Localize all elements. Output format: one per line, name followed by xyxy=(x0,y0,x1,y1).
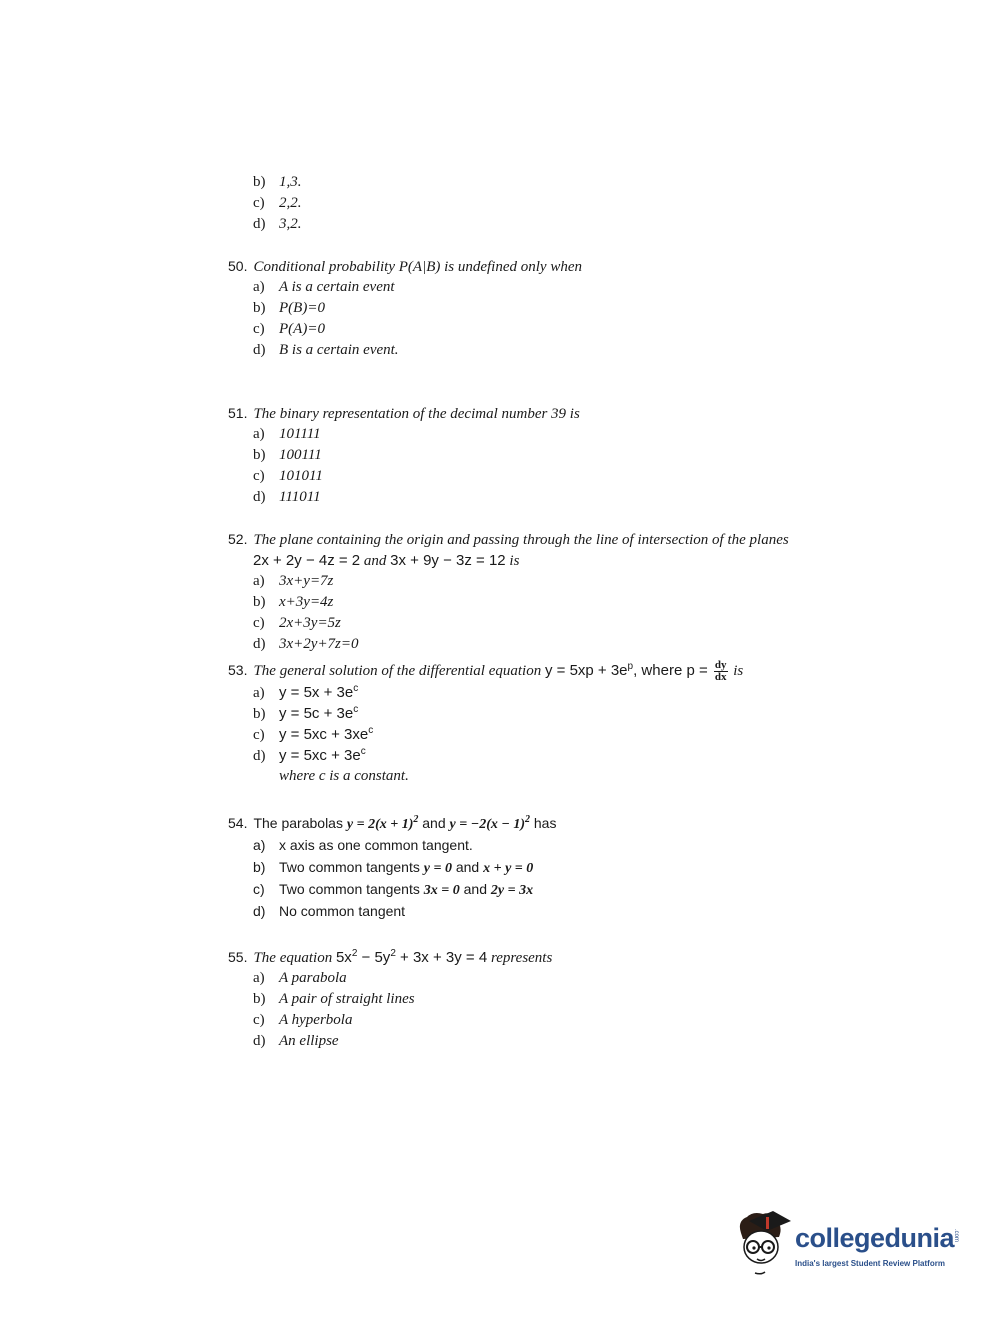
question-note: where c is a constant. xyxy=(279,768,409,784)
question-equation: 2x + 2y − 4z = 2 and 3x + 9y − 3z = 12 is xyxy=(253,552,520,569)
question-text: 53. The general solution of the differential equation $y = 5xp + 3e^p$, where p = $\frac{dy}{dx}$ is xyxy=(228,659,744,684)
option: d) $y = 5xc + 3e^c$ xyxy=(253,746,366,764)
prev-question-options xyxy=(228,172,302,235)
option: d) B is a certain event. xyxy=(253,342,399,358)
collegedunia-logo xyxy=(733,1207,963,1287)
option: b) x+3y=4z xyxy=(253,594,334,610)
option: a) 101111 xyxy=(253,426,321,442)
option: c) A hyperbola xyxy=(253,1012,353,1028)
option: b) $y = 5c + 3e^c$ xyxy=(253,704,359,722)
option: b) Two common tangents y = 0 and x + y = 0 xyxy=(253,859,534,876)
option: d) No common tangent xyxy=(253,903,406,919)
option: c) P(A)=0 xyxy=(253,321,325,337)
option: b) P(B)=0 xyxy=(253,300,325,316)
option: b) 1,3. xyxy=(253,174,302,190)
option: c) $y = 5xc + 3xe^c$ xyxy=(253,725,374,743)
question-51 xyxy=(228,403,580,508)
option: b) A pair of straight lines xyxy=(253,991,415,1007)
question-text: 55. The equation $5x^2 - 5y^2 + 3x + 3y = 4$ represents xyxy=(228,948,553,966)
mascot-icon xyxy=(733,1207,793,1279)
question-53 xyxy=(228,658,743,787)
logo-tagline: India's largest Student Review Platform xyxy=(795,1259,945,1268)
logo-wordmark: collegedunia xyxy=(795,1223,955,1253)
option: a) A is a certain event xyxy=(253,279,395,295)
option: d) An ellipse xyxy=(253,1033,339,1049)
question-text: 52. The plane containing the origin and passing through the line of intersection of the planes xyxy=(228,531,789,548)
option: d) 111011 xyxy=(253,489,321,505)
option: a) 3x+y=7z xyxy=(253,573,334,589)
option: c) 2x+3y=5z xyxy=(253,615,341,631)
logo-suffix: .com xyxy=(953,1229,959,1243)
question-54 xyxy=(228,813,556,922)
option: b) 100111 xyxy=(253,447,322,463)
question-text: 50. Conditional probability P(A|B) is undefined only when xyxy=(228,258,582,275)
option: a) $y = 5x + 3e^c$ xyxy=(253,683,359,701)
option: a) x axis as one common tangent. xyxy=(253,837,473,853)
question-55 xyxy=(228,947,552,1052)
option: c) 2,2. xyxy=(253,195,302,211)
option: c) 101011 xyxy=(253,468,323,484)
option: d) 3,2. xyxy=(253,216,302,232)
option: d) 3x+2y+7z=0 xyxy=(253,636,359,652)
question-52 xyxy=(228,529,789,655)
option: c) Two common tangents 3x = 0 and 2y = 3x xyxy=(253,881,534,898)
question-text: 51. The binary representation of the decimal number 39 is xyxy=(228,405,580,422)
question-text: 54. The parabolas $y = 2(x + 1)^2$ and $y = -2(x - 1)^2$ has xyxy=(228,814,557,832)
option: a) A parabola xyxy=(253,970,347,986)
question-50 xyxy=(228,256,582,361)
dy-dx-fraction: $\frac{dy}{dx}$ xyxy=(714,659,727,684)
